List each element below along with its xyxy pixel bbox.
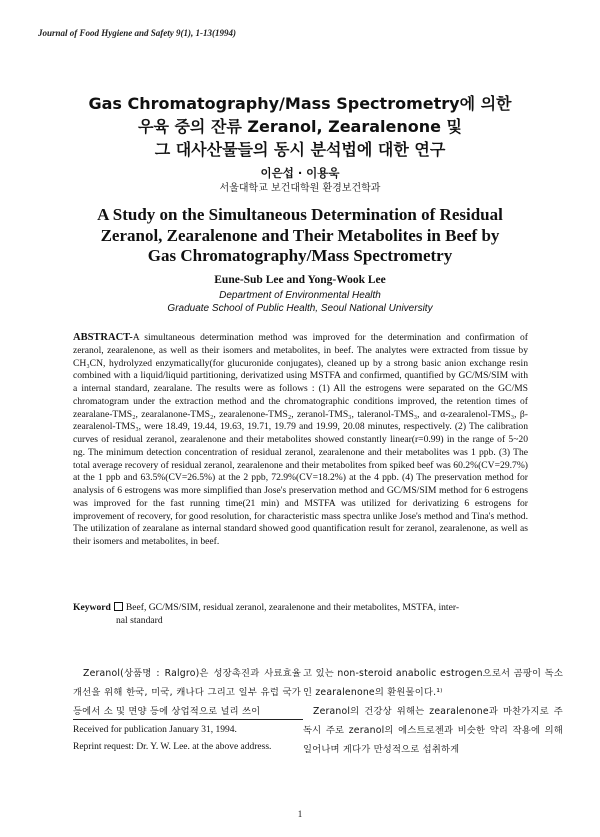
korean-title (0, 92, 600, 161)
korean-authors: 이은섭 · 이용욱 (260, 166, 340, 180)
footnote-received: Received for publication January 31, 1994. (73, 725, 237, 735)
body-column-left (73, 664, 301, 721)
body-paragraph: 고 있는 non-steroid anabolic estrogen으로서 곰팡이 독소인 zearalenone의 환원물이다.¹⁾ (303, 668, 563, 698)
checkbox-square-icon (114, 602, 123, 611)
keywords (73, 601, 528, 627)
keywords-label: Keyword (73, 602, 111, 613)
page-number: 1 (297, 809, 303, 819)
keywords-line (73, 601, 528, 614)
footnotes (73, 722, 313, 756)
footnote-reprint: Reprint request: Dr. Y. W. Lee. at the above address. (73, 742, 272, 752)
korean-affiliation: 서울대학교 보건대학원 환경보건학과 (219, 183, 381, 194)
english-authors: Eune-Sub Lee and Yong-Wook Lee (214, 274, 386, 286)
affiliation-school: Graduate School of Public Health, Seoul National University (167, 303, 433, 314)
body-paragraph: Zeranol의 건강상 위해는 zearalenone과 마찬가지로 주독시 주로 zeranol의 에스트로젠과 비슷한 약리 작용에 의해 일어나며 게다가 만성적으로 섭취하게 (303, 706, 563, 755)
korean-title-line: Gas Chromatography/Mass Spectrometry에 의한 (88, 94, 512, 113)
english-title-line: Gas Chromatography/Mass Spectrometry (147, 246, 453, 265)
abstract-text: A simultaneous determination method was improved for the determination and confirmation of zeranol, zearalenone, as well as their isomers and metabolites, in beef. The analytes were extracted from tissue by CH₃CN, hydrolyzed enzymatically(for glucuronide conjugates), cleaned up by a strong basic anion exchange resin combined with a liquid/liquid partitioning, derivatized using MSTFA and confirmed, quantified by GC/MS/SIM with a internal standard, zearalane. The results were as follows : (1) All the estrogens were separated on the GC/MS chromatogram under the extraction method and the chromatographic conditions improved, the retention times of zearalane-TMS₂, zearalanone-TMS₂, zearalenone-TMS₂, zeranol-TMS₃, taleranol-TMS₃, and α-zearalenol-TMS₃, β-zearalenol-TMS₃, were 18.49, 19.44, 19.63, 19.71, 19.79 and 19.99, 20.08 minutes, respectively. (2) The calibration curves of residual zeranol, zearalenone and their metabolites showed constantly linear(r=0.99) in the range of 5~20 ng. The minimum detection concentration of residual zeranol, zearalenone and their metabolites was 1 ppb. (3) The total average recovery of residual zeranol, zearalenone and their metabolites from spiked beef was 60.2%(CV=29.7%) at the 1 ppb and 63.5%(CV=26.5%) at the 2 ppb, 72.9%(CV=18.2%) at the 4 ppb. (4) The preservation method for analysis of 6 estrogens was more simplified than Jose's preservation method and GC/MS/SIM method for 6 estrogens was improved for the fast running time(21 min) and MSTFA was utilized for derivatizing 6 estrogens for improvement of recovery, for good resolution, for characteristic mass spectra unlike Jose's method and Tina's method. The utilization of zearalane as internal standard showed good quantification result for zeranol, zearalenone, as well as their isomers and metabolites, in beef. (73, 332, 528, 547)
footnote-divider (73, 719, 303, 720)
english-title-line: A Study on the Simultaneous Determination of Residual (97, 205, 503, 224)
body-column-right (303, 664, 563, 759)
english-affiliation (0, 289, 600, 315)
abstract-label: ABSTRACT- (73, 332, 133, 343)
abstract (73, 332, 528, 549)
english-title (0, 205, 600, 267)
keywords-continuation: nal standard (116, 615, 163, 626)
korean-title-line: 우육 중의 잔류 Zeranol, Zearalenone 및 (137, 117, 463, 136)
body-paragraph: Zeranol(상품명 : Ralgro)은 성장촉진과 사료효율 개선을 위해 한국, 미국, 캐나다 그리고 일부 유럽 국가 등에서 소 및 면양 등에 상업적으로 널리 쓰이 (73, 668, 301, 717)
journal-citation: Journal of Food Hygiene and Safety 9(1), 1-13(1994) (38, 28, 236, 38)
english-title-line: Zeranol, Zearalenone and Their Metabolites in Beef by (100, 225, 500, 245)
keywords-text: Beef, GC/MS/SIM, residual zeranol, zearalenone and their metabolites, MSTFA, inter- (125, 602, 460, 613)
korean-title-line: 그 대사산물들의 동시 분석법에 대한 연구 (154, 140, 446, 159)
affiliation-department: Department of Environmental Health (219, 290, 381, 301)
